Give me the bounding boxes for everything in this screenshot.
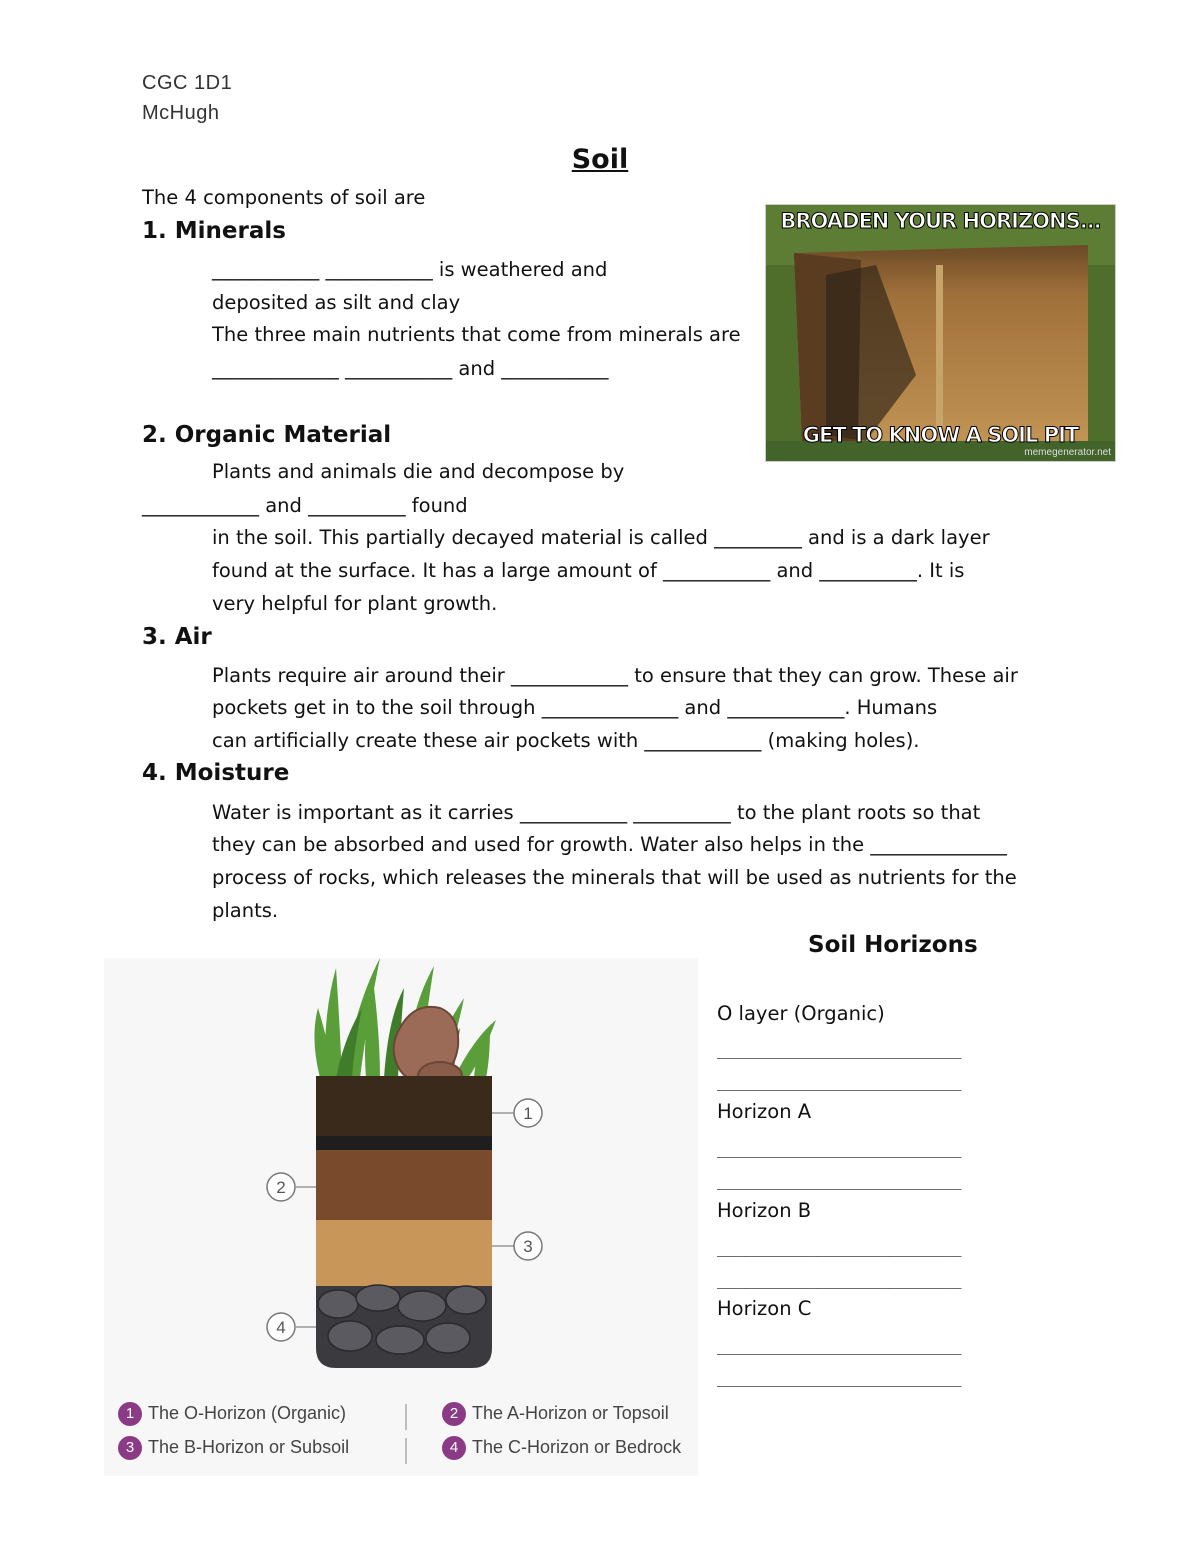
moisture-text-line: they can be absorbed and used for growth. Water also helps in the ______________ (212, 833, 1007, 856)
legend-text: The B-Horizon or Subsoil (148, 1436, 350, 1457)
air-text-line: pockets get in to the soil through ______________ and ____________. Humans (212, 696, 938, 719)
meme-watermark: memegenerator.net (1024, 447, 1111, 458)
minerals-text-line: ___________ ___________ is weathered and (212, 258, 608, 281)
minerals-text-line: The three main nutrients that come from minerals are (212, 323, 741, 346)
moisture-text-line: Water is important as it carries ___________ __________ to the plant roots so that (212, 801, 981, 824)
soil-horizon-diagram (104, 958, 698, 1476)
horizon-blank-line: ___________________________ (717, 1270, 961, 1289)
horizon-label: Horizon C (717, 1297, 812, 1320)
soil-pit-meme-image (765, 204, 1116, 462)
marker-number: 3 (523, 1237, 533, 1256)
legend-item-b-horizon (118, 1436, 349, 1460)
intro-text: The 4 components of soil are (142, 186, 426, 209)
marker-number: 4 (276, 1318, 286, 1337)
legend-badge: 1 (118, 1402, 142, 1426)
organic-text-line: found at the surface. It has a large amount of ___________ and __________. It is (212, 559, 965, 582)
organic-text-line: in the soil. This partially decayed material is called _________ and is a dark layer (212, 526, 990, 549)
horizon-blank-line: ___________________________ (717, 1368, 961, 1387)
organic-text-line: Plants and animals die and decompose by (212, 460, 625, 483)
horizon-label: Horizon B (717, 1199, 812, 1222)
legend-text: The O-Horizon (Organic) (148, 1402, 347, 1423)
legend-item-a-horizon (442, 1402, 669, 1426)
legend-badge: 2 (442, 1402, 466, 1426)
soil-horizons-heading: Soil Horizons (808, 932, 978, 958)
marker-number: 1 (523, 1104, 533, 1123)
air-text-line: Plants require air around their ____________ to ensure that they can grow. These air (212, 664, 1018, 687)
legend-badge: 4 (442, 1436, 466, 1460)
teacher-name: McHugh (142, 102, 220, 124)
horizon-blank-line: ___________________________ (717, 1238, 961, 1257)
horizon-blank-line: ___________________________ (717, 1171, 961, 1190)
course-code: CGC 1D1 (142, 72, 233, 94)
horizon-blank-line: ___________________________ (717, 1336, 961, 1355)
moisture-heading: 4. Moisture (142, 760, 290, 786)
horizon-label: O layer (Organic) (717, 1002, 885, 1025)
legend-text: The A-Horizon or Topsoil (472, 1402, 669, 1423)
legend-item-o-horizon (118, 1402, 346, 1426)
meme-top-text: BROADEN YOUR HORIZONS... (780, 209, 1101, 233)
soil-column-illustration (104, 958, 698, 1476)
air-heading: 3. Air (142, 624, 212, 650)
legend-text: The C-Horizon or Bedrock (472, 1436, 682, 1457)
moisture-text-line: plants. (212, 899, 279, 922)
horizon-blank-line: ___________________________ (717, 1072, 961, 1091)
minerals-text-line: _____________ ___________ and ___________ (212, 357, 609, 380)
horizon-blank-line: ___________________________ (717, 1139, 961, 1158)
horizon-blank-line: ___________________________ (717, 1040, 961, 1059)
air-text-line: can artificially create these air pockets with ____________ (making holes). (212, 729, 920, 752)
meme-bottom-text: GET TO KNOW A SOIL PIT (802, 423, 1079, 447)
organic-text-line: very helpful for plant growth. (212, 592, 498, 615)
organic-text-line: ____________ and __________ found (142, 494, 468, 517)
moisture-text-line: process of rocks, which releases the minerals that will be used as nutrients for the (212, 866, 1017, 889)
legend-item-c-horizon (442, 1436, 681, 1460)
minerals-text-line: deposited as silt and clay (212, 291, 461, 314)
horizon-label: Horizon A (717, 1100, 812, 1123)
organic-heading: 2. Organic Material (142, 422, 392, 448)
legend-badge: 3 (118, 1436, 142, 1460)
page-title: Soil (571, 144, 629, 175)
minerals-heading: 1. Minerals (142, 218, 286, 244)
marker-number: 2 (276, 1178, 286, 1197)
